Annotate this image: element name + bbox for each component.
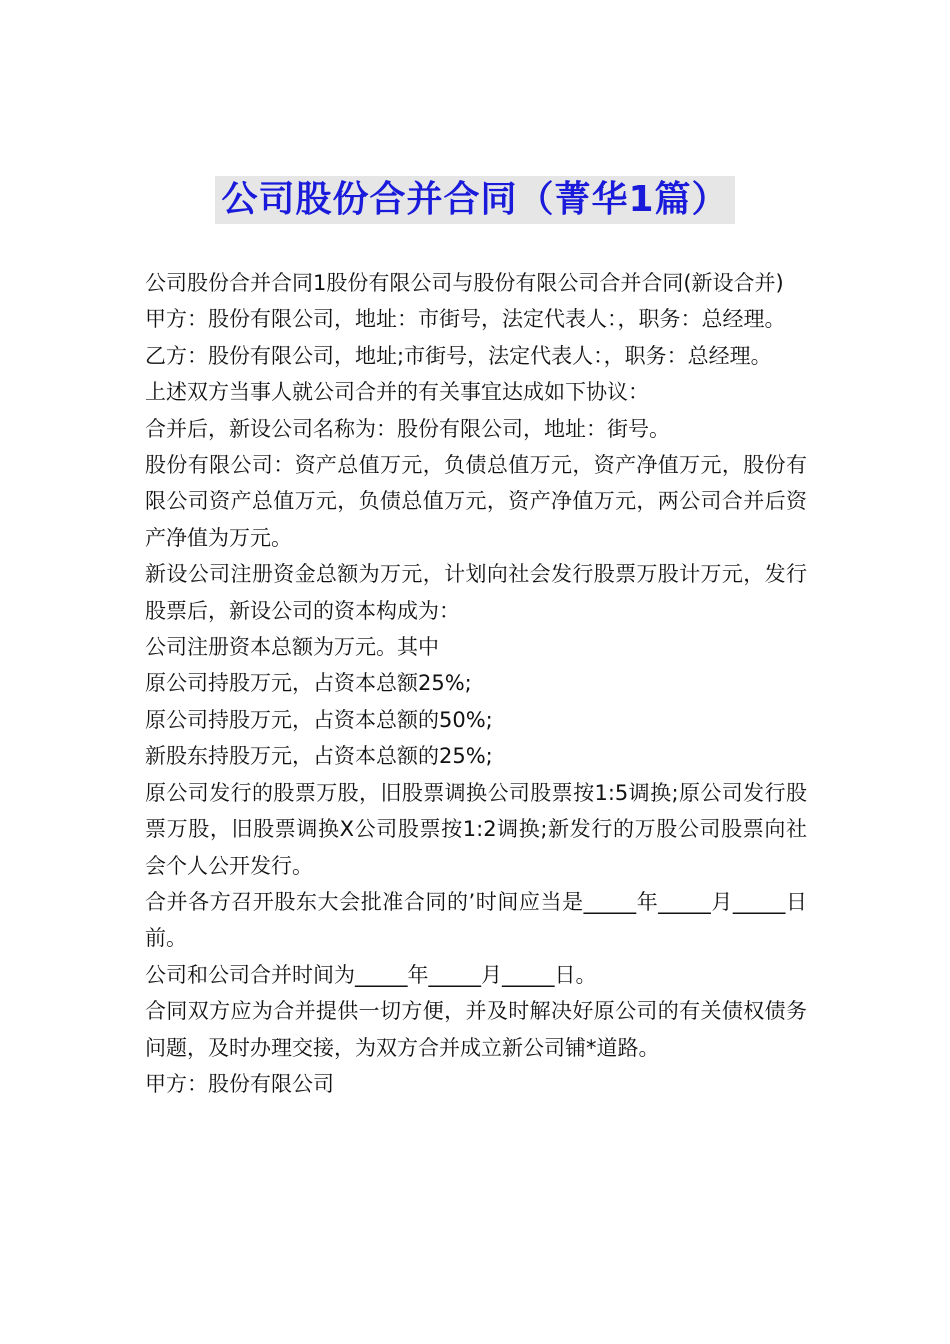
document-title: 公司股份合并合同（菁华1篇） — [215, 176, 734, 224]
paragraph-stock-exchange: 原公司发行的股票万股，旧股票调换公司股票按1:5调换;原公司发行股票万股，旧股票调换X公司股票按1:2调换;新发行的万股公司股票向社会个人公开发行。 — [145, 780, 807, 878]
paragraph-capital: 新设公司注册资金总额为万元，计划向社会发行股票万股计万元，发行股票后，新设公司的资本构成为： — [145, 562, 807, 623]
paragraph-signature-party-a: 甲方：股份有限公司 — [145, 1071, 334, 1096]
paragraph-share-3: 新股东持股万元，占资本总额的25%; — [145, 744, 493, 769]
paragraph-assets: 股份有限公司：资产总值万元，负债总值万元，资产净值万元，股份有限公司资产总值万元，负债总值万元，资产净值万元，两公司合并后资产净值为万元。 — [145, 453, 807, 550]
paragraph-merger-date: 公司和公司合并时间为_____年_____月_____日。 — [145, 962, 597, 987]
paragraph-party-b: 乙方：股份有限公司，地址;市街号，法定代表人：，职务：总经理。 — [145, 343, 772, 368]
paragraph-cooperation: 合同双方应为合并提供一切方便，并及时解决好原公司的有关债权债务问题，及时办理交接，为双方合并成立新公司铺*道路。 — [145, 999, 807, 1060]
paragraph-registered-capital: 公司注册资本总额为万元。其中 — [145, 635, 439, 660]
paragraph-share-2: 原公司持股万元，占资本总额的50%; — [145, 707, 493, 732]
document-body — [145, 265, 807, 1102]
paragraph-approval-date: 合并各方召开股东大会批准合同的’时间应当是_____年_____月_____日前。 — [145, 889, 807, 951]
paragraph-party-a: 甲方：股份有限公司，地址：市街号，法定代表人：，职务：总经理。 — [145, 307, 786, 332]
paragraph-intro: 公司股份合并合同1股份有限公司与股份有限公司合并合同(新设合并) — [145, 271, 784, 295]
paragraph-share-1: 原公司持股万元，占资本总额25%; — [145, 671, 472, 696]
paragraph-agreement: 上述双方当事人就公司合并的有关事宜达成如下协议： — [145, 380, 649, 405]
title-container — [0, 176, 950, 224]
paragraph-new-company: 合并后，新设公司名称为：股份有限公司，地址：街号。 — [145, 416, 670, 441]
